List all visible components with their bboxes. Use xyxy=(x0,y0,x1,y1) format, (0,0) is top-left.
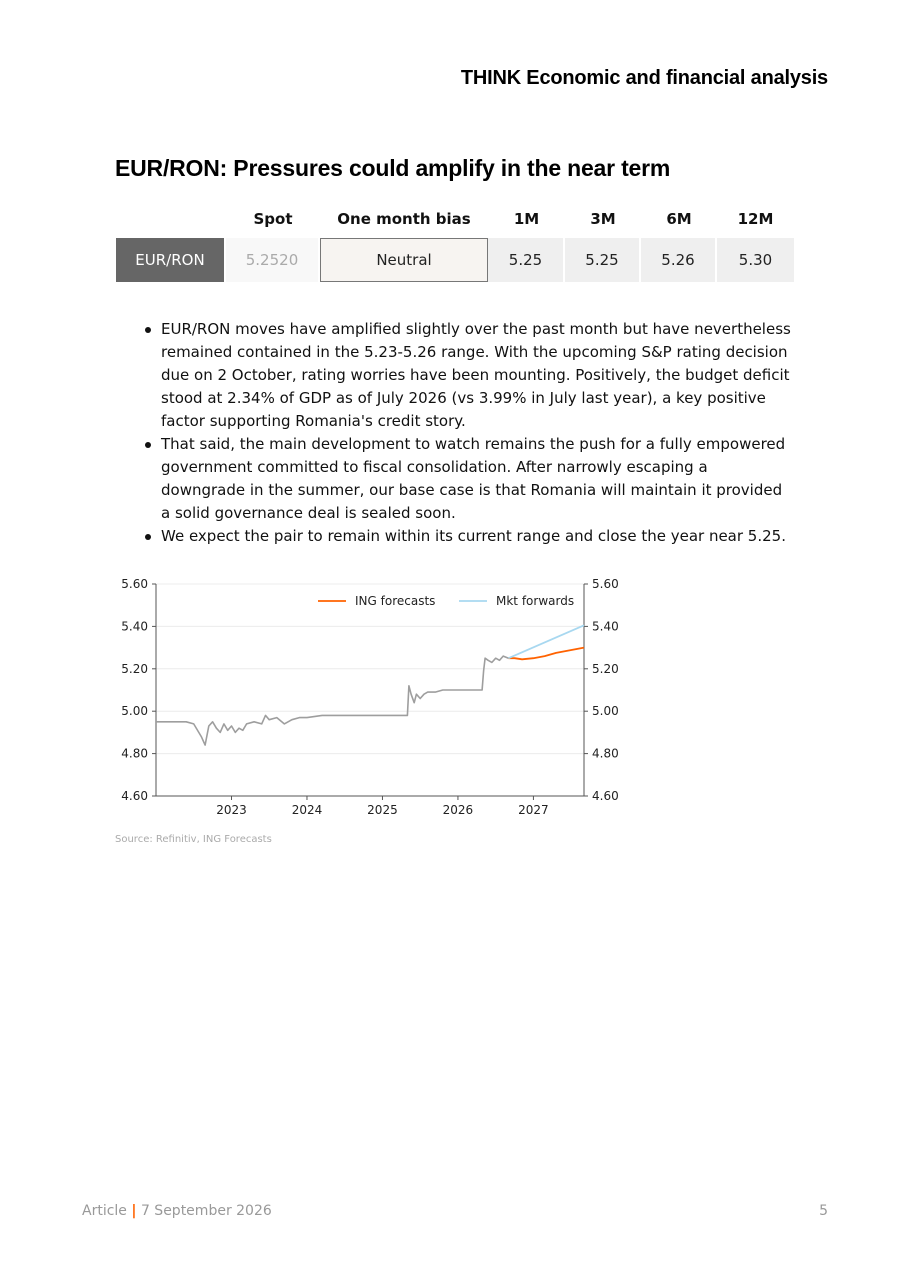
bullet-text: That said, the main development to watch remains the push for a fully empowered government committed to fiscal consolidation. After narrowly escaping a downgrade in the summer, our base case is that Romania will maintain it provided a solid governance deal is sealed soon. xyxy=(161,435,786,522)
section-title: EUR/RON: Pressures could amplify in the near term xyxy=(115,155,671,181)
eurron-chart xyxy=(110,570,630,820)
table-header-row xyxy=(116,200,794,238)
bullet-dot xyxy=(145,534,151,540)
y-tick-label-right: 5.20 xyxy=(592,661,619,676)
y-tick-label-left: 4.60 xyxy=(121,789,148,803)
report-header-title: THINK Economic and financial analysis xyxy=(460,67,828,89)
series-line-0 xyxy=(156,656,509,745)
table-header-12m: 12M xyxy=(737,210,774,228)
footer-separator: | xyxy=(131,1203,137,1219)
table-header-1m: 1M xyxy=(513,210,540,228)
y-tick-label-left: 5.40 xyxy=(121,619,148,634)
x-tick-label: 2027 xyxy=(518,803,549,817)
x-tick-label: 2026 xyxy=(442,803,474,817)
y-tick-label-left: 5.60 xyxy=(121,577,148,591)
chart-source: Source: Refinitiv, ING Forecasts xyxy=(115,834,272,845)
table-header-empty xyxy=(116,200,226,238)
table-header-6m: 6M xyxy=(666,210,692,228)
series-line-2 xyxy=(509,625,585,658)
table-cell-1m: 5.25 xyxy=(488,238,565,282)
table-cell-spot: 5.2520 xyxy=(226,238,320,282)
table-cell-6m: 5.26 xyxy=(641,238,717,282)
x-tick-label: 2024 xyxy=(291,803,323,817)
bullet-dot xyxy=(145,327,151,333)
bullet-list xyxy=(143,318,793,548)
table-header-bias: One month bias xyxy=(337,210,471,228)
legend-label: Mkt forwards xyxy=(496,594,575,608)
fx-forecast-table xyxy=(116,200,794,282)
y-tick-label-right: 5.00 xyxy=(592,704,619,719)
chart-svg xyxy=(110,570,630,820)
y-tick-label-right: 5.60 xyxy=(592,577,619,591)
table-cell-12m: 5.30 xyxy=(717,238,794,282)
table-cell-bias: Neutral xyxy=(320,238,488,282)
bullet-item xyxy=(143,433,793,525)
bullet-text: EUR/RON moves have amplified slightly over the past month but have nevertheless remained contained in the 5.23-5.26 range. With the upcoming S&P rating decision due on 2 October, rating worries have been mounting. Positively, the budget deficit stood at 2.34% of GDP as of July 2026 (vs 3.99% in July last year), a key positive factor supporting Romania's credit story. xyxy=(161,320,791,430)
footer-article-date xyxy=(82,1203,272,1219)
table-header-3m: 3M xyxy=(590,210,616,228)
bullet-item xyxy=(143,525,793,548)
y-tick-label-right: 4.80 xyxy=(592,746,619,761)
y-tick-label-left: 5.20 xyxy=(121,661,148,676)
bullet-dot xyxy=(145,442,151,448)
x-tick-label: 2025 xyxy=(367,803,398,817)
table-header-spot: Spot xyxy=(253,210,293,228)
footer-date: 7 September 2026 xyxy=(140,1203,272,1219)
table-cell-pair: EUR/RON xyxy=(116,238,226,282)
y-tick-label-right: 4.60 xyxy=(592,789,619,803)
footer-page-number: 5 xyxy=(819,1203,828,1219)
footer-label: Article xyxy=(82,1203,127,1219)
legend-label: ING forecasts xyxy=(355,594,436,608)
y-tick-label-left: 5.00 xyxy=(121,704,148,719)
y-tick-label-right: 5.40 xyxy=(592,619,619,634)
x-tick-label: 2023 xyxy=(216,803,247,817)
table-cell-3m: 5.25 xyxy=(565,238,641,282)
bullet-item xyxy=(143,318,793,433)
table-row xyxy=(116,238,794,282)
y-tick-label-left: 4.80 xyxy=(121,746,148,761)
bullet-text: We expect the pair to remain within its current range and close the year near 5.25. xyxy=(161,527,786,545)
